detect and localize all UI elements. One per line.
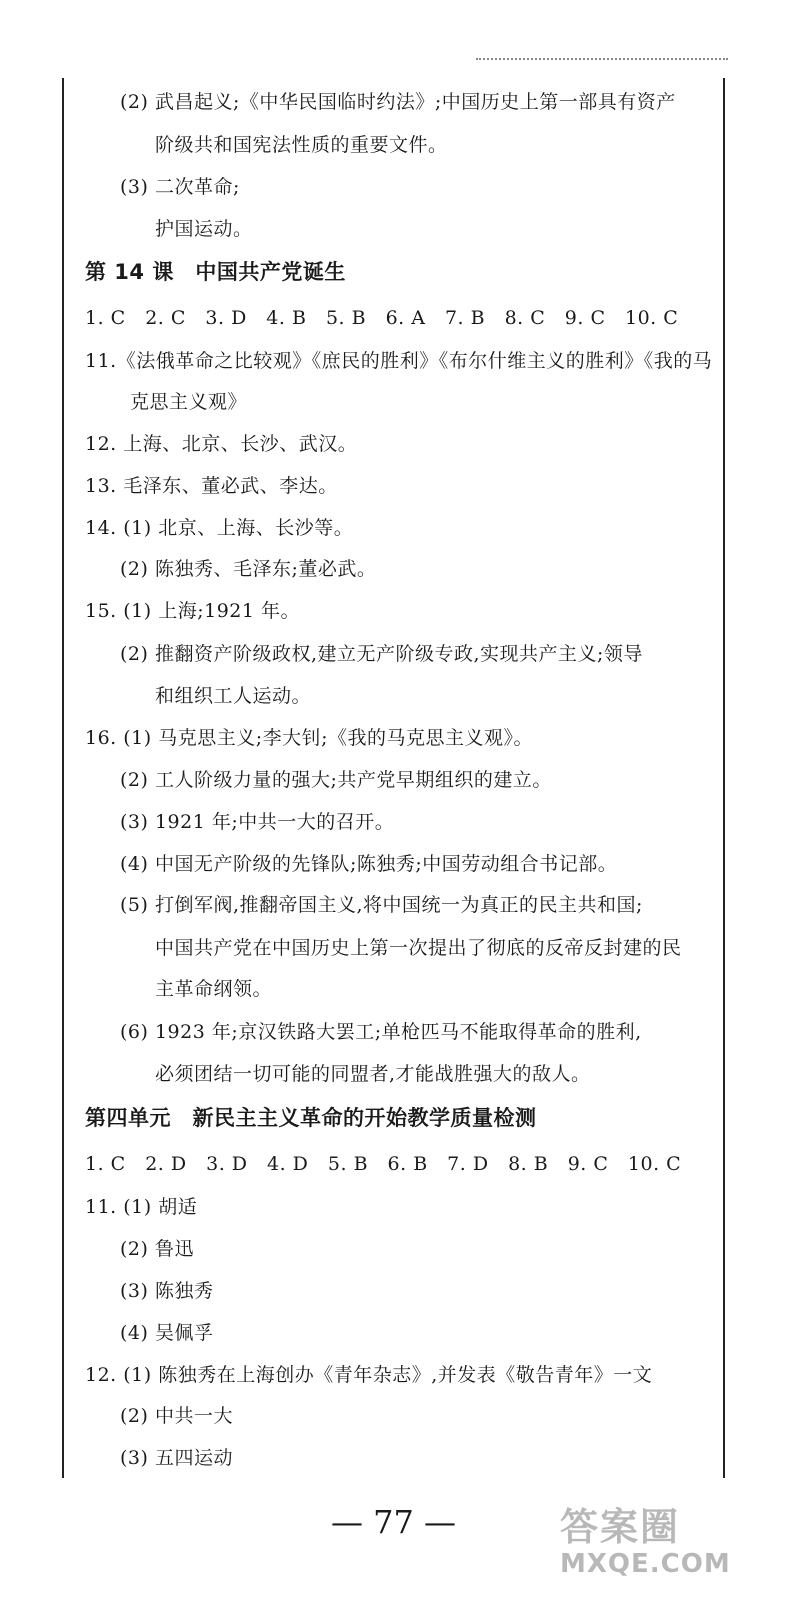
watermark-url: MXQE.COM [560,1549,731,1579]
answer-line: (2) 工人阶级力量的强大;共产党早期组织的建立。 [120,769,552,791]
answer-line: 克思主义观》 [130,391,248,413]
answer-line: 16. (1) 马克思主义;李大钊;《我的马克思主义观》。 [85,727,534,749]
answer-line: 11. (1) 胡适 [85,1196,198,1218]
top-dotted-rule [476,58,728,60]
answer-line: 和组织工人运动。 [155,685,312,707]
answer-line: (3) 二次革命; [120,176,240,198]
watermark-text: 答案圈 [560,1505,681,1549]
left-border-rule [62,78,64,1478]
answer-line: (2) 鲁迅 [120,1238,194,1260]
answer-line: 阶级共和国宪法性质的重要文件。 [155,134,448,156]
answer-line: 中国共产党在中国历史上第一次提出了彻底的反帝反封建的民 [155,937,682,959]
answer-line: (3) 1921 年;中共一大的召开。 [120,811,395,833]
answer-line: 14. (1) 北京、上海、长沙等。 [85,517,354,539]
answer-line: 1. C 2. D 3. D 4. D 5. B 6. B 7. D 8. B 9. C 10. C [85,1153,682,1175]
answer-line: 护国运动。 [155,218,253,240]
answer-line: (3) 五四运动 [120,1447,233,1469]
answer-line: 主革命纲领。 [155,978,273,1000]
answer-line: (2) 武昌起义;《中华民国临时约法》;中国历史上第一部具有资产 [120,91,676,113]
answer-line: 必须团结一切可能的同盟者,才能战胜强大的敌人。 [155,1063,591,1085]
answer-line: (3) 陈独秀 [120,1280,214,1302]
page-number: — 77 — [330,1503,457,1541]
answer-line: 11.《法俄革命之比较观》《庶民的胜利》《布尔什维主义的胜利》《我的马 [85,350,713,372]
section-heading: 第 14 课 中国共产党诞生 [85,260,346,284]
answer-line: (4) 吴佩孚 [120,1322,214,1344]
answer-line: (5) 打倒军阀,推翻帝国主义,将中国统一为真正的民主共和国; [120,894,643,916]
answer-line: (2) 推翻资产阶级政权,建立无产阶级专政,实现共产主义;领导 [120,643,643,665]
answer-line: 1. C 2. C 3. D 4. B 5. B 6. A 7. B 8. C 9. C 10. C [85,307,679,329]
answer-line: (6) 1923 年;京汉铁路大罢工;单枪匹马不能取得革命的胜利, [120,1021,642,1043]
answer-line: (2) 中共一大 [120,1405,233,1427]
answer-line: (2) 陈独秀、毛泽东;董必武。 [120,558,377,580]
section-heading: 第四单元 新民主主义革命的开始教学质量检测 [85,1106,537,1130]
right-border-rule [723,78,725,1478]
answer-line: 12. (1) 陈独秀在上海创办《青年杂志》,并发表《敬告青年》一文 [85,1364,653,1386]
answer-line: 15. (1) 上海;1921 年。 [85,600,301,622]
answer-line: 12. 上海、北京、长沙、武汉。 [85,433,358,455]
watermark-logo [560,1505,780,1579]
answer-line: 13. 毛泽东、董必武、李达。 [85,475,338,497]
answer-line: (4) 中国无产阶级的先锋队;陈独秀;中国劳动组合书记部。 [120,853,618,875]
